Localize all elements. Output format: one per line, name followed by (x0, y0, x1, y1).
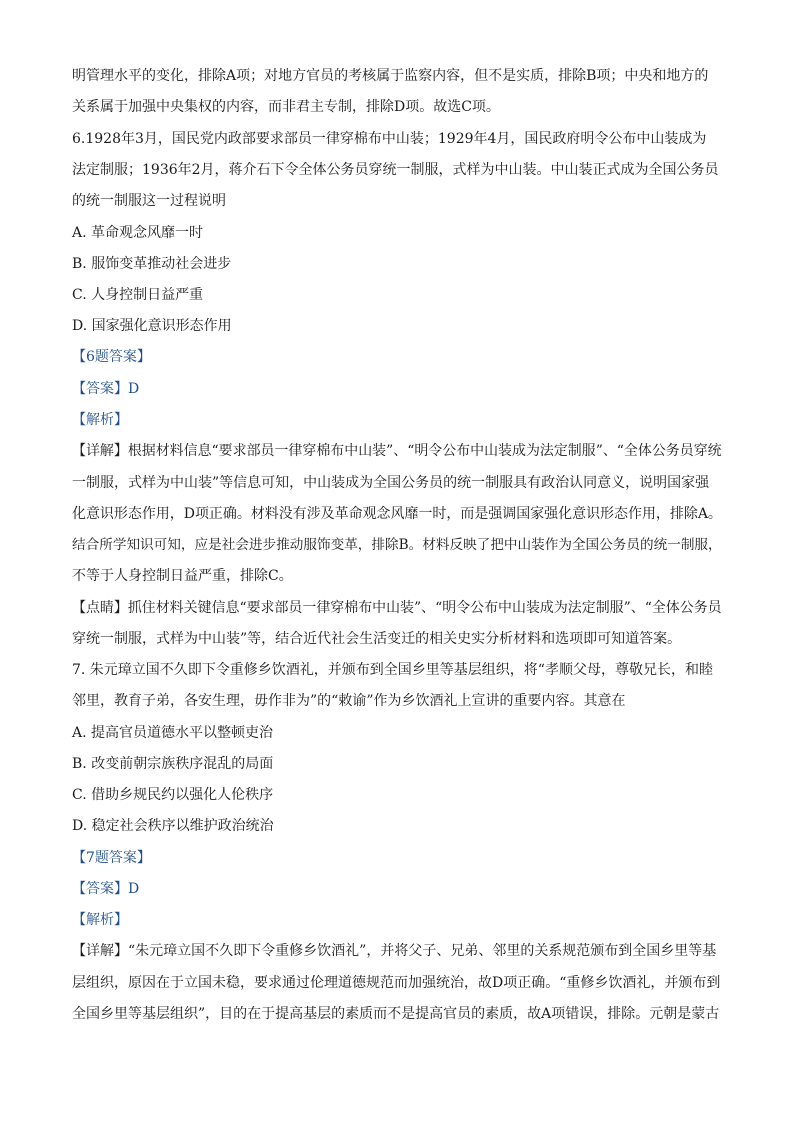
question-6-tip: 【点睛】抓住材料关键信息“要求部员一律穿棉布中山装”、“明令公布中山装成为法定制服”、“全体公务员 (72, 600, 722, 616)
question-6-explanation: 一制服，式样为中山装”等信息可知，中山装成为全国公务员的统一制服具有政治认同意义，说明国家强 (72, 475, 710, 491)
question-6-answer: 【答案】D (72, 381, 140, 397)
question-6-answer-heading: 【6题答案】 (72, 349, 151, 365)
question-6-option-b: B. 服饰变革推动社会进步 (72, 256, 232, 272)
question-7-option-c: C. 借助乡规民约以强化人伦秩序 (72, 787, 274, 803)
question-7-option-b: B. 改变前朝宗族秩序混乱的局面 (72, 756, 274, 772)
text-line: 关系属于加强中央集权的内容，而非君主专制，排除D项。故选C项。 (72, 99, 500, 115)
question-7-option-a: A. 提高官员道德水平以整顿吏治 (72, 725, 274, 741)
question-6-analysis-heading: 【解析】 (72, 412, 128, 428)
question-6-explanation: 化意识形态作用，D项正确。材料没有涉及革命观念风靡一时，而是强调国家强化意识形态作用，排除A。 (72, 506, 722, 522)
question-6-stem: 法定制服；1936年2月，蒋介石下令全体公务员穿统一制服，式样为中山装。中山装正式成为全国公务员 (72, 162, 719, 178)
question-7-stem: 7. 朱元璋立国不久即下令重修乡饮酒礼，并颁布到全国乡里等基层组织，将“孝顺父母，尊敬兄长，和睦 (72, 662, 713, 678)
question-7-explanation: 全国乡里等基层组织”，目的在于提高基层的素质而不是提高官员的素质，故A项错误，排除。元朝是蒙古 (72, 1006, 720, 1022)
question-6-option-a: A. 革命观念风靡一时 (72, 225, 204, 241)
question-7-option-d: D. 稳定社会秩序以维护政治统治 (72, 818, 274, 834)
question-6-stem: 6.1928年3月，国民党内政部要求部员一律穿棉布中山装；1929年4月，国民政府明令公布中山装成为 (72, 131, 707, 147)
question-7-explanation: 层组织，原因在于立国未稳，要求通过伦理道德规范而加强统治，故D项正确。“重修乡饮酒礼，并颁布到 (72, 975, 721, 991)
question-7-stem: 邻里，教育子弟，各安生理，毋作非为”的“敕谕”作为乡饮酒礼上宣讲的重要内容。其意在 (72, 693, 626, 709)
text-line: 明管理水平的变化，排除A项；对地方官员的考核属于监察内容，但不是实质，排除B项；中央和地方的 (72, 68, 709, 84)
question-7-explanation: 【详解】“朱元璋立国不久即下令重修乡饮酒礼”，并将父子、兄弟、邻里的关系规范颁布到全国乡里等基 (72, 943, 717, 959)
question-7-analysis-heading: 【解析】 (72, 912, 128, 928)
question-6-explanation: 【详解】根据材料信息“要求部员一律穿棉布中山装”、“明令公布中山装成为法定制服”、“全体公务员穿统 (72, 443, 722, 459)
question-6-explanation: 结合所学知识可知，应是社会进步推动服饰变革，排除B。材料反映了把中山装作为全国公务员的统一制服， (72, 537, 722, 553)
question-6-stem: 的统一制服这一过程说明 (72, 193, 226, 209)
question-6-option-c: C. 人身控制日益严重 (72, 287, 204, 303)
question-7-answer: 【答案】D (72, 881, 140, 897)
question-6-option-d: D. 国家强化意识形态作用 (72, 318, 232, 334)
question-7-answer-heading: 【7题答案】 (72, 850, 151, 866)
question-6-tip: 穿统一制服，式样为中山装”等，结合近代社会生活变迁的相关史实分析材料和选项即可知道答案。 (72, 631, 682, 647)
question-6-explanation: 不等于人身控制日益严重，排除C。 (72, 568, 293, 584)
